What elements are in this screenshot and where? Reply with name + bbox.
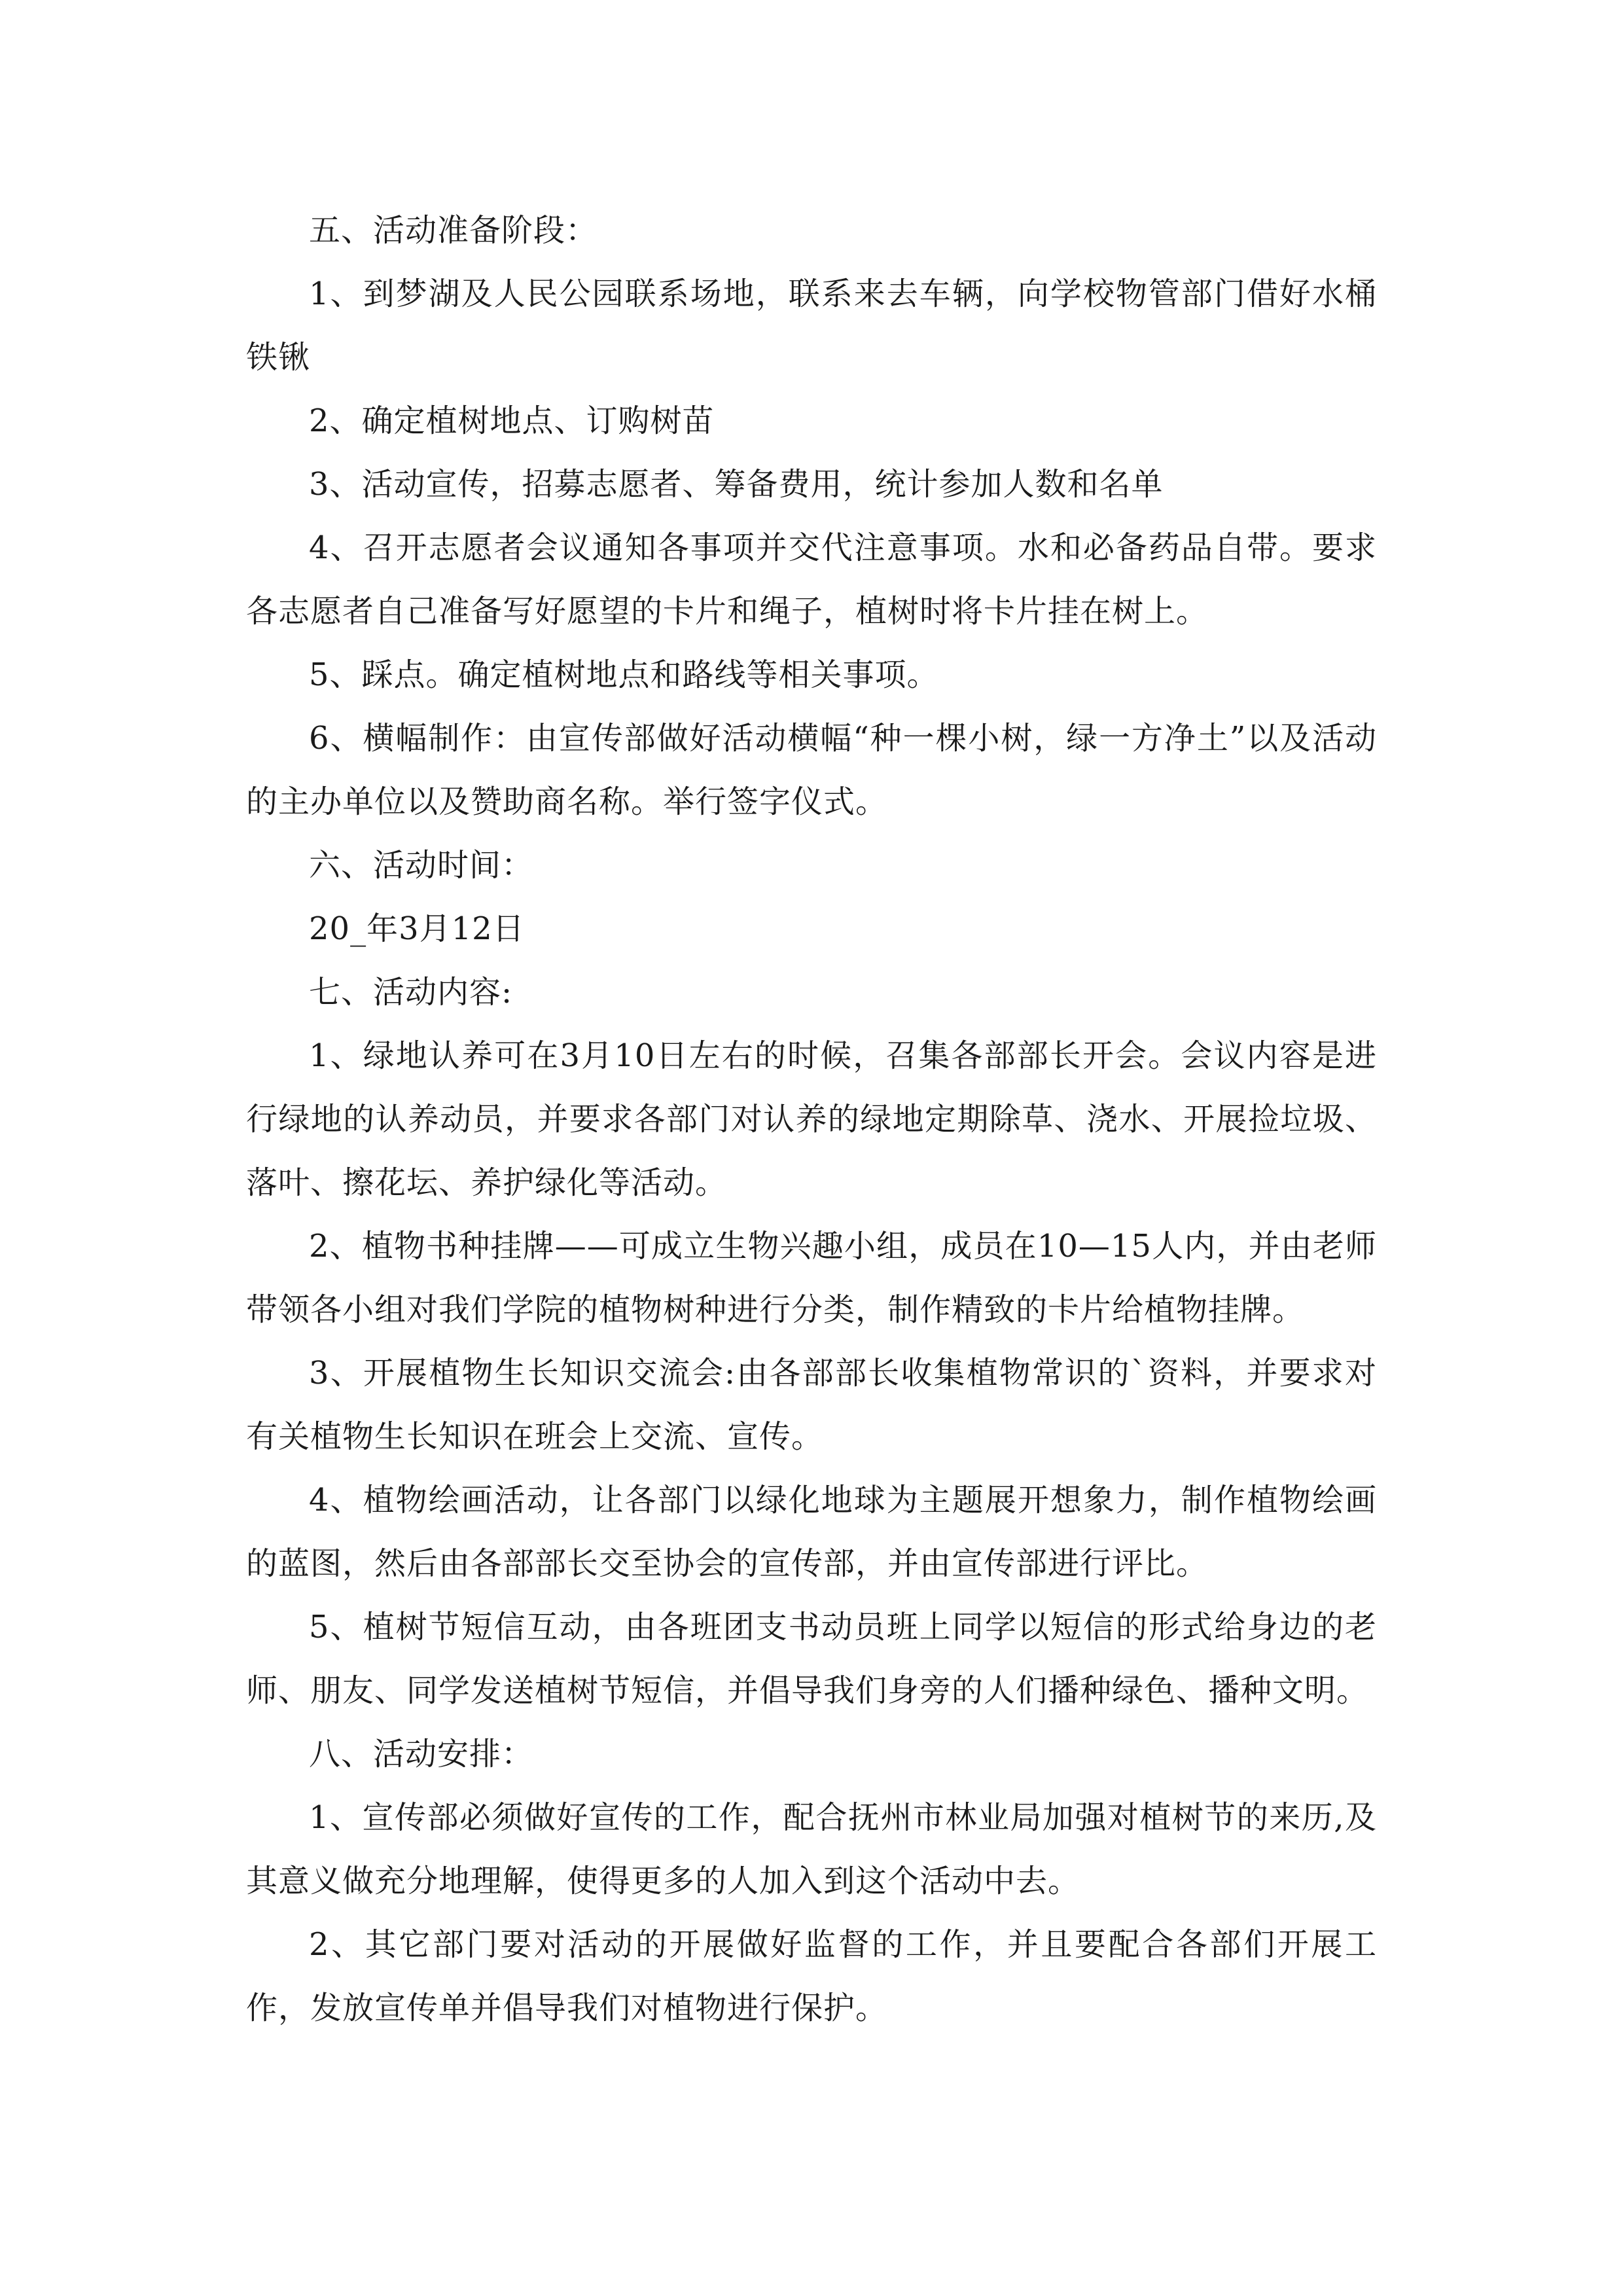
paragraph: 1、到梦湖及人民公园联系场地，联系来去车辆，向学校物管部门借好水桶铁锹 <box>246 276 1377 376</box>
paragraph: 2、植物书种挂牌——可成立生物兴趣小组，成员在10—15人内，并由老师带领各小组对我们学院的植物树种进行分类，制作精致的卡片给植物挂牌。 <box>246 1228 1377 1328</box>
paragraph: 4、召开志愿者会议通知各事项并交代注意事项。水和必备药品自带。要求各志愿者自己准备写好愿望的卡片和绳子，植树时将卡片挂在树上。 <box>246 529 1377 630</box>
paragraph: 2、确定植树地点、订购树苗 <box>309 403 715 439</box>
section-heading-content: 七、活动内容: <box>309 974 513 1011</box>
section-heading-time: 六、活动时间： <box>309 847 534 884</box>
paragraph: 3、活动宣传，招募志愿者、筹备费用，统计参加人数和名单 <box>309 466 1164 503</box>
paragraph: 1、宣传部必须做好宣传的工作，配合抚州市林业局加强对植树节的来历,及其意义做充分地理解，使得更多的人加入到这个活动中去。 <box>246 1799 1377 1899</box>
paragraph: 6、横幅制作：由宣传部做好活动横幅“种一棵小树，绿一方净土”以及活动的主办单位以及赞助商名称。举行签字仪式。 <box>246 720 1377 820</box>
section-heading-arrangement: 八、活动安排： <box>309 1736 534 1772</box>
paragraph: 5、植树节短信互动，由各班团支书动员班上同学以短信的形式给身边的老师、朋友、同学发送植树节短信，并倡导我们身旁的人们播种绿色、播种文明。 <box>246 1609 1377 1709</box>
paragraph: 1、绿地认养可在3月10日左右的时候，召集各部部长开会。会议内容是进行绿地的认养动员，并要求各部门对认养的绿地定期除草、浇水、开展捡垃圾、落叶、擦花坛、养护绿化等活动。 <box>246 1037 1377 1201</box>
paragraph: 3、开展植物生长知识交流会:由各部部长收集植物常识的`资料，并要求对有关植物生长知识在班会上交流、宣传。 <box>246 1355 1377 1455</box>
document-body <box>246 199 1377 2040</box>
paragraph-date: 20_年3月12日 <box>309 910 525 947</box>
paragraph: 4、植物绘画活动，让各部门以绿化地球为主题展开想象力，制作植物绘画的蓝图，然后由各部部长交至协会的宣传部，并由宣传部进行评比。 <box>246 1482 1377 1582</box>
paragraph: 5、踩点。确定植树地点和路线等相关事项。 <box>309 656 939 693</box>
section-heading-preparation: 五、活动准备阶段： <box>309 212 598 249</box>
paragraph: 2、其它部门要对活动的开展做好监督的工作，并且要配合各部们开展工作，发放宣传单并倡导我们对植物进行保护。 <box>246 1926 1377 2026</box>
